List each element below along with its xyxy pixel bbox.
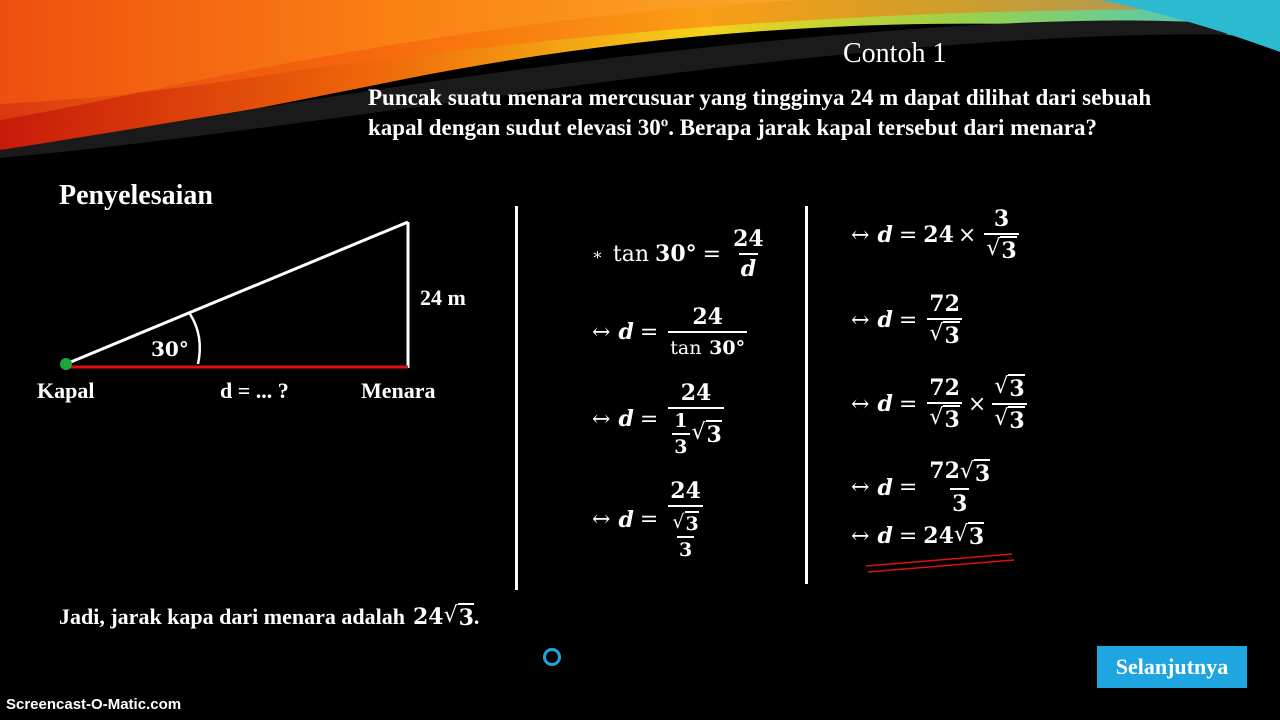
eq-r4: ↔ d = 72 √ 3 3	[851, 458, 991, 517]
cursor-ring-icon	[543, 648, 561, 666]
tower-label: Menara	[361, 378, 436, 403]
ship-dot	[60, 358, 72, 370]
hypotenuse-line	[66, 222, 408, 364]
ship-label: Kapal	[37, 378, 95, 403]
eq-r1: ↔ d = 24 × 3 √ 3	[851, 206, 1017, 264]
problem-line-1: Puncak suatu menara mercusuar yang tingginya 24 m dapat dilihat dari sebuah	[368, 85, 1152, 110]
slide-title: Contoh 1	[843, 38, 947, 69]
eq-d-root3-over3: ↔ d = 24 √ 3 3	[592, 478, 701, 561]
result-underline	[860, 548, 1020, 578]
distance-label: d = ... ?	[220, 378, 289, 403]
conclusion-text: Jadi, jarak kapa dari menara adalah	[59, 604, 405, 629]
triangle-diagram	[0, 0, 520, 420]
bullet-star: ∗	[592, 244, 603, 264]
eq-tan: ∗ tan 30° = $\frac{24}{d}$	[592, 226, 764, 282]
watermark: Screencast-O-Matic.com	[6, 696, 182, 713]
conclusion: Jadi, jarak kapa dari menara adalah 24 √ 3 .	[59, 603, 480, 631]
divider-left	[515, 206, 518, 590]
eq-d-third-root3: ↔ d = 24 $\frac{1}{3}$ √ 3	[592, 380, 722, 458]
next-button[interactable]: Selanjutnya	[1097, 646, 1247, 688]
angle-label: 30°	[151, 337, 189, 361]
conclusion-radicand: 3	[458, 605, 474, 631]
divider-right	[805, 206, 808, 584]
eq-r3: ↔ d = 72 √ 3 × √ 3 √ 3	[851, 374, 1025, 434]
eq-d-tan: ↔ d = $\frac{24}{\tan 30^\circ}$	[592, 304, 746, 359]
eq-r2: ↔ d = 72 √ 3	[851, 291, 960, 349]
eq-r5-result: ↔ d = 24 √ 3	[851, 522, 985, 550]
angle-arc	[190, 314, 200, 364]
height-label: 24 m	[420, 285, 466, 310]
problem-line-2: kapal dengan sudut elevasi 30º. Berapa jarak kapal tersebut dari menara?	[368, 115, 1097, 140]
solution-heading: Penyelesaian	[59, 180, 213, 211]
conclusion-coef: 24	[412, 604, 444, 630]
